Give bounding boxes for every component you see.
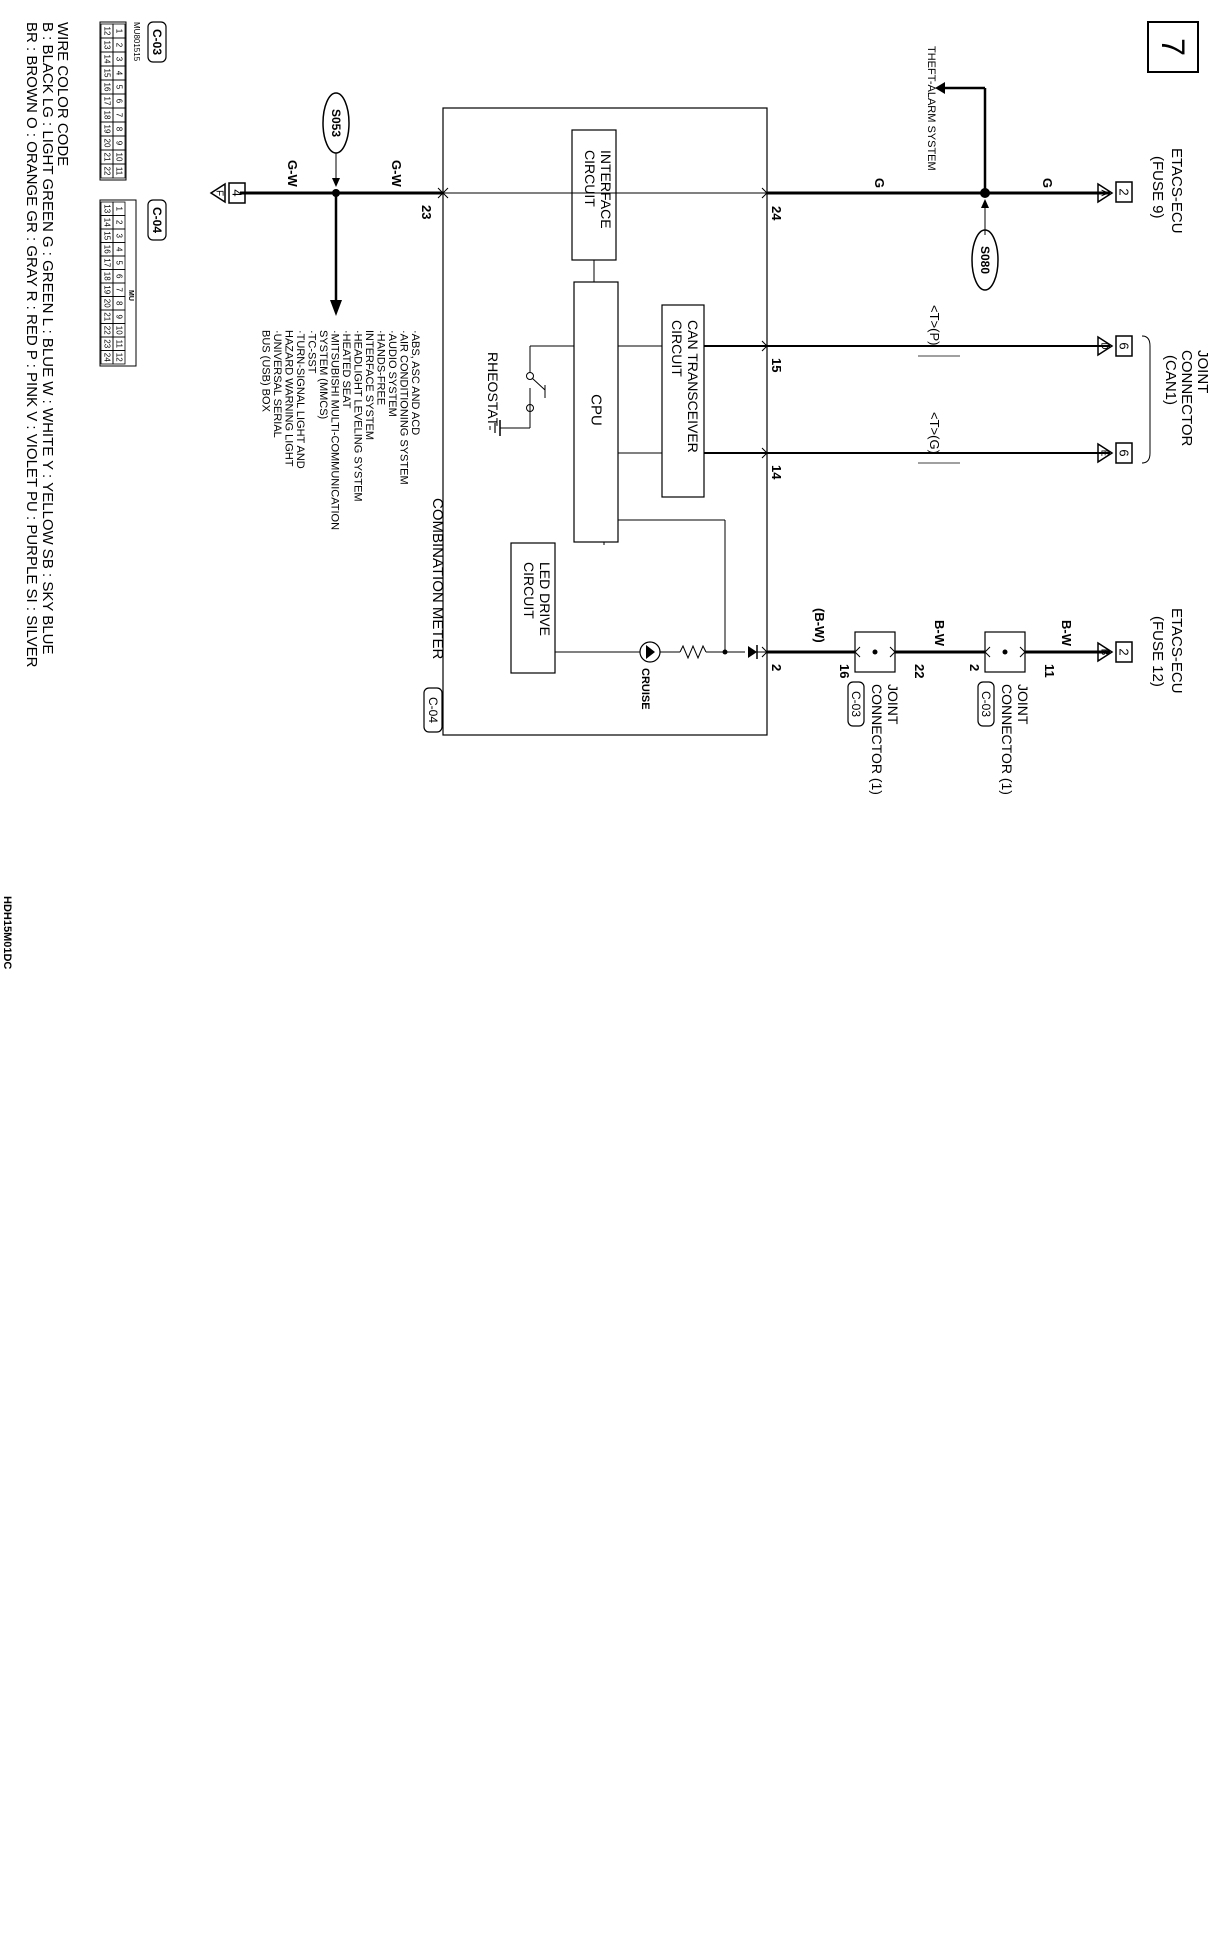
- svg-text:CIRCUIT: CIRCUIT: [521, 562, 537, 619]
- pin-14: 14: [769, 465, 784, 480]
- svg-text:CPU: CPU: [587, 394, 605, 426]
- svg-text:ETACS-ECU: ETACS-ECU: [1168, 148, 1185, 234]
- systems-list: [260, 330, 422, 530]
- svg-text:JOINT: JOINT: [1015, 684, 1031, 725]
- svg-text:C-04: C-04: [150, 206, 164, 234]
- wire-color-code-row1: B : BLACK LG : LIGHT GREEN G : GREEN L : BLUE W : WHITE Y : YELLOW SB : SKY BLUE: [39, 22, 56, 655]
- svg-text:(FUSE 9): (FUSE 9): [1149, 156, 1166, 219]
- wire-label-bw-top: B-W: [1059, 620, 1074, 646]
- connector-c03-face: [100, 22, 166, 180]
- connector-pin-number: 15: [102, 231, 112, 241]
- wire-color-code-title: WIRE COLOR CODE: [54, 22, 71, 167]
- connector-pin-number: 4: [114, 247, 124, 252]
- svg-text:CONNECTOR: CONNECTOR: [1178, 350, 1195, 447]
- connector-pin-number: 6: [114, 274, 124, 279]
- wire-g-fuse9: [443, 82, 1110, 198]
- cruise-led-circuit: [555, 642, 767, 710]
- svg-text:S053: S053: [329, 108, 343, 138]
- svg-text:C-04: C-04: [426, 696, 440, 724]
- systems-list-item: ·MITSUBISHI MULTI-COMMUNICATION: [328, 330, 341, 531]
- connector-pin-number: 22: [102, 166, 112, 176]
- splice-s080: [972, 199, 998, 290]
- svg-text:INTERFACE: INTERFACE: [598, 150, 614, 229]
- connector-pin-number: 11: [114, 339, 124, 348]
- connector-pin-number: 9: [114, 314, 124, 319]
- pin-2: 2: [769, 664, 784, 672]
- connector-pin-number: 10: [114, 325, 124, 335]
- joint-connector-1-label-b: [978, 682, 1031, 795]
- wire-label-gw-left: G-W: [285, 160, 300, 187]
- systems-list-item: ·UNIVERSAL SERIAL: [271, 330, 283, 438]
- systems-list-item: BUS (USB) BOX: [259, 330, 272, 412]
- svg-text:ETACS-ECU: ETACS-ECU: [1168, 608, 1185, 694]
- joint-connector-1-label-a: [848, 682, 901, 795]
- figure-code: HDH15M01DC: [1, 896, 13, 970]
- pin-11: 11: [1042, 664, 1057, 678]
- page-number-box: [1148, 22, 1198, 72]
- connector-pin-number: 9: [114, 140, 124, 146]
- connector-b: [1098, 642, 1132, 662]
- wire-label-can-g: <T>(G): [927, 412, 942, 454]
- svg-text:(CAN1): (CAN1): [1162, 355, 1179, 406]
- wire-label-can-p: <T>(P): [927, 305, 942, 346]
- pin-jc-2: 2: [967, 664, 982, 672]
- systems-list-item: ·AIR CONDITIONING SYSTEM: [397, 330, 410, 485]
- wire-label-gw-right: G-W: [389, 160, 404, 187]
- connector-pin-number: 22: [102, 325, 112, 335]
- systems-list-item: SYSTEM (MMCS): [317, 330, 329, 420]
- connector-pin-number: 23: [102, 339, 112, 349]
- pin-23: 23: [419, 205, 434, 220]
- connector-pin-number: 24: [102, 352, 112, 362]
- can1-bracket: [1142, 336, 1150, 463]
- connector-pin-number: 7: [114, 112, 124, 118]
- connector-pin-number: 19: [102, 285, 112, 295]
- connector-pin-number: 16: [102, 244, 112, 254]
- etacs-ecu-fuse12-label: [1149, 608, 1185, 694]
- connector-pin-number: 20: [102, 138, 112, 148]
- svg-text:COMBINATION METER: COMBINATION METER: [429, 498, 446, 660]
- page-number: 7: [1155, 38, 1191, 56]
- systems-list-item: ·ABS, ASC AND ACD: [409, 330, 421, 436]
- splice-s053: [323, 93, 349, 187]
- connector-pin-number: 5: [114, 84, 124, 90]
- svg-text:CONNECTOR (1): CONNECTOR (1): [869, 684, 885, 795]
- connector-pin-number: 5: [114, 260, 124, 265]
- connector-e: [1098, 443, 1132, 463]
- svg-text:RHEOSTAT: RHEOSTAT: [485, 352, 501, 427]
- svg-text:JOINT: JOINT: [885, 684, 901, 725]
- led-drive-box: [511, 543, 555, 673]
- svg-text:MU801515: MU801515: [132, 22, 141, 62]
- joint-connector-can1-label: [1162, 350, 1211, 447]
- svg-text:JOINT: JOINT: [1194, 350, 1211, 394]
- pin-15: 15: [769, 358, 784, 373]
- pin-16: 16: [837, 664, 852, 679]
- svg-text:S080: S080: [978, 245, 992, 275]
- wire-label-g-2: G: [872, 178, 887, 189]
- connector-pin-number: 3: [114, 56, 124, 62]
- cpu-box: [574, 282, 618, 542]
- connector-pin-number: 2: [114, 42, 124, 48]
- connector-pin-number: 13: [102, 40, 112, 50]
- etacs-ecu-fuse9-label: [1149, 148, 1185, 234]
- theft-alarm-label: [925, 46, 937, 171]
- svg-text:6: 6: [1116, 342, 1132, 350]
- connector-pin-number: 2: [114, 220, 124, 225]
- connector-pin-number: 4: [114, 70, 124, 76]
- svg-text:6: 6: [1116, 449, 1132, 457]
- connector-pin-number: 8: [114, 301, 124, 306]
- connector-d: [1098, 336, 1132, 356]
- joint-connector-box-lower: [855, 632, 895, 672]
- joint-connector-box-upper: [985, 632, 1025, 672]
- svg-text:2: 2: [1116, 188, 1132, 196]
- systems-list-item: INTERFACE SYSTEM: [363, 330, 375, 441]
- wire-color-code: [23, 22, 71, 668]
- wire-label-bw-mid: B-W: [932, 620, 947, 646]
- svg-text:C-03: C-03: [150, 28, 164, 56]
- systems-list-item: ·TC-SST: [305, 330, 318, 374]
- rheostat: [485, 346, 574, 436]
- wire-gw: [240, 188, 443, 316]
- systems-list-item: ·HANDS-FREE: [374, 330, 387, 406]
- wire-label-g-1: G: [1040, 178, 1055, 189]
- connector-f: [211, 183, 245, 203]
- connector-pin-number: 7: [114, 287, 124, 292]
- systems-list-item: ·TURN-SIGNAL LIGHT AND: [294, 330, 306, 469]
- cruise-label: CRUISE: [639, 668, 651, 710]
- systems-list-item: ·HEATED SEAT: [340, 330, 352, 409]
- svg-text:E: E: [1098, 449, 1110, 457]
- theft-alarm-text: THEFT-ALARM SYSTEM: [925, 46, 937, 171]
- connector-pin-number: 6: [114, 98, 124, 104]
- pin-22: 22: [912, 664, 927, 679]
- svg-text:CONNECTOR (1): CONNECTOR (1): [999, 684, 1015, 795]
- svg-text:F: F: [213, 189, 225, 197]
- connector-a: [1098, 182, 1132, 202]
- svg-text:C-03: C-03: [849, 690, 863, 718]
- interface-circuit-box: [572, 130, 616, 260]
- svg-text:A: A: [1098, 189, 1110, 197]
- connector-pin-number: 16: [102, 82, 112, 92]
- systems-list-item: ·AUDIO SYSTEM: [386, 330, 398, 417]
- connector-pin-number: 17: [102, 96, 112, 106]
- connector-pin-number: 21: [102, 312, 112, 322]
- svg-text:C-03: C-03: [979, 690, 993, 718]
- connector-pin-number: 20: [102, 298, 112, 308]
- connector-pin-number: 18: [102, 271, 112, 281]
- svg-text:CIRCUIT: CIRCUIT: [582, 150, 598, 207]
- svg-text:(FUSE 12): (FUSE 12): [1149, 616, 1166, 687]
- connector-pin-number: 19: [102, 124, 112, 134]
- svg-text:4: 4: [229, 189, 245, 197]
- connector-pin-number: 14: [102, 54, 112, 64]
- svg-text:LED DRIVE: LED DRIVE: [537, 562, 553, 636]
- svg-text:CAN TRANSCEIVER: CAN TRANSCEIVER: [685, 320, 701, 453]
- connector-pin-number: 12: [114, 352, 124, 362]
- connector-pin-number: 10: [114, 152, 124, 162]
- pin-24: 24: [769, 206, 784, 221]
- connector-pin-number: 3: [114, 233, 124, 238]
- connector-pin-number: 11: [114, 166, 124, 176]
- connector-pin-number: 14: [102, 217, 112, 227]
- svg-text:D: D: [1098, 342, 1110, 350]
- svg-text:2: 2: [1116, 648, 1132, 656]
- connector-c04-face: [100, 200, 166, 366]
- svg-text:B: B: [1098, 648, 1110, 656]
- connector-pin-number: 15: [102, 68, 112, 78]
- connector-pin-number: 8: [114, 126, 124, 132]
- svg-text:CIRCUIT: CIRCUIT: [669, 320, 685, 377]
- svg-text:MU: MU: [127, 290, 134, 301]
- wire-label-bw-paren: (B-W): [812, 608, 827, 643]
- connector-pin-number: 1: [114, 28, 124, 34]
- connector-pin-number: 17: [102, 258, 112, 268]
- can-wires: [704, 341, 1110, 463]
- connector-pin-number: 12: [102, 26, 112, 36]
- connector-pin-number: 13: [102, 204, 112, 214]
- connector-pin-number: 18: [102, 110, 112, 120]
- systems-list-item: HAZARD WARNING LIGHT: [282, 330, 295, 467]
- connector-pin-number: 21: [102, 152, 112, 162]
- wire-bw-fuse12: [762, 647, 1110, 657]
- systems-list-item: ·HEADLIGHT LEVELING SYSTEM: [351, 330, 364, 502]
- connector-pin-number: 1: [114, 206, 124, 211]
- can-transceiver-box: [662, 305, 704, 497]
- wire-color-code-row2: BR : BROWN O : ORANGE GR : GRAY R : RED P : PINK V : VIOLET PU : PURPLE SI : SILVER: [23, 22, 40, 668]
